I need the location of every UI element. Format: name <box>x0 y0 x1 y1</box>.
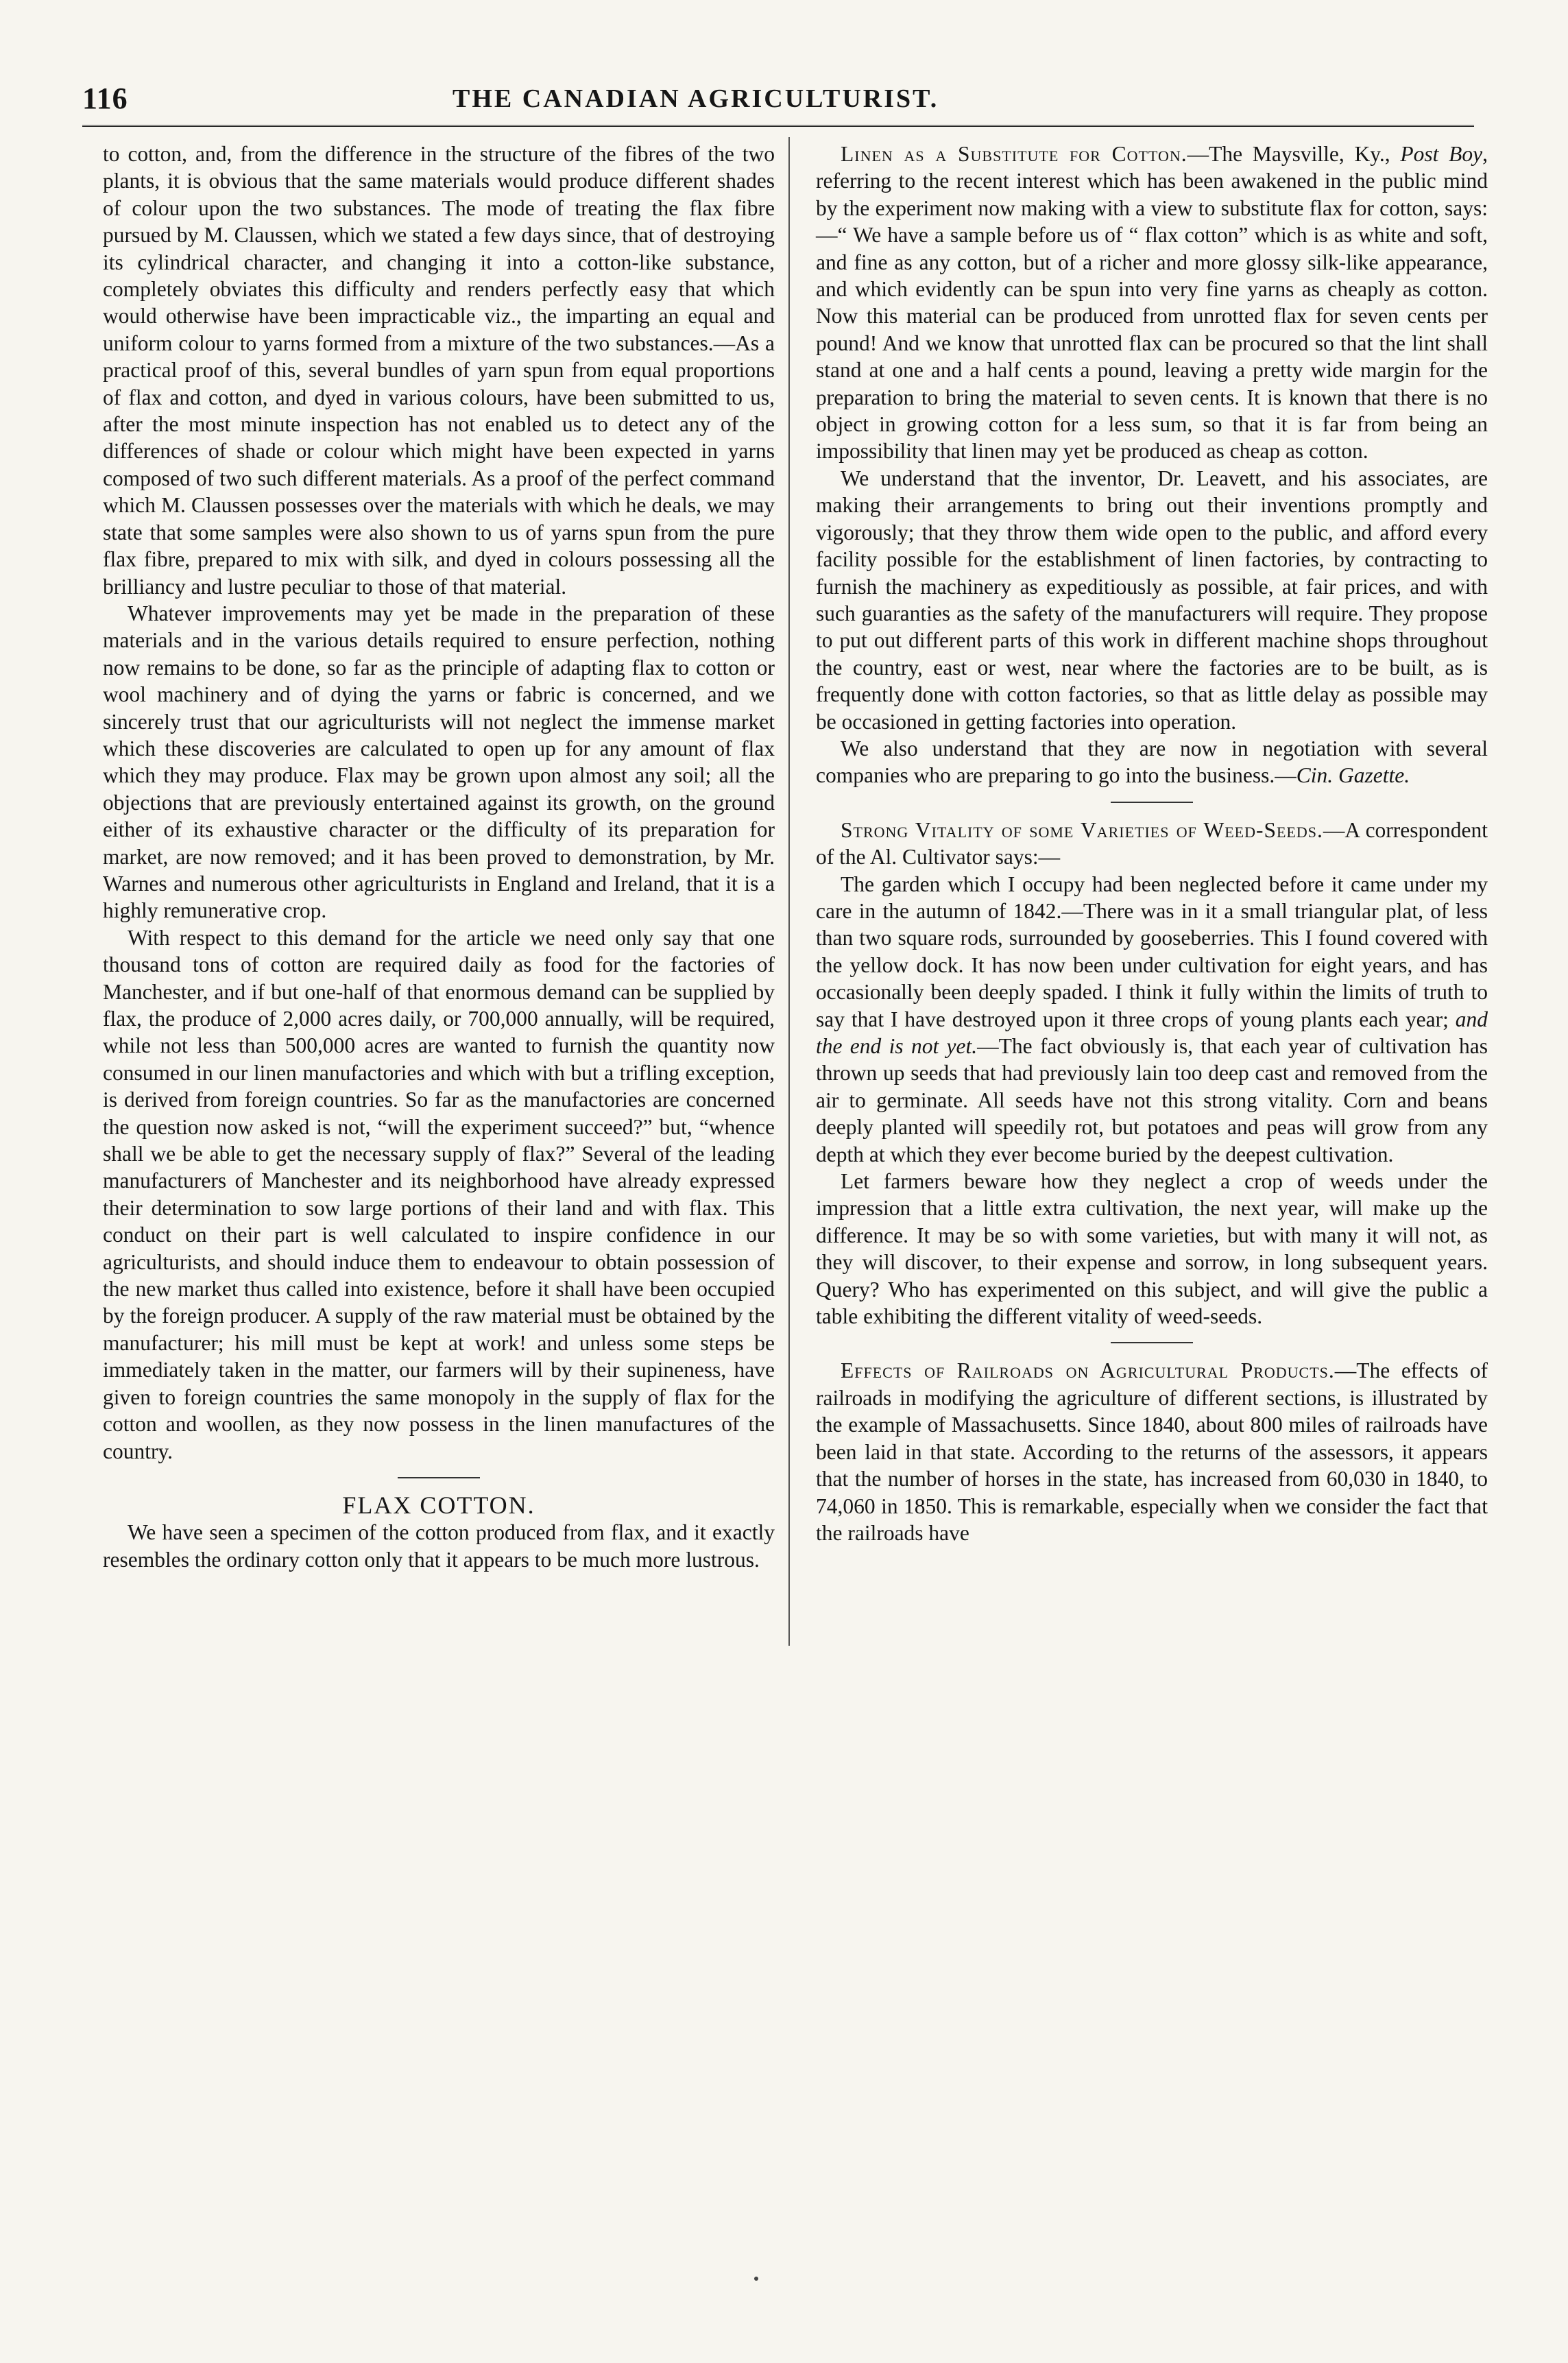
article-paragraph: Let farmers beware how they neglect a crop of weeds under the impression that a little extra cultivation, the next year, will make up the difference. It may be so with some varieties, but with many it will not, as they will discover, to their expense and sorrow, in long subsequent years. Query? Who has experimented on this subject, and will give the public a table exhibiting the different vitality of weed-seeds. <box>816 1169 1488 1329</box>
article-paragraph: Whatever improvements may yet be made in the preparation of these materials and in the various details required to ensure perfection, nothing now remains to be done, so far as the principle of adapting flax to cotton or wool machinery and of dying the yarns or fabric is concerned, and we sincerely trust that our agriculturists will not neglect the immense market which these discoveries are calculated to open up for any amount of flax which they may produce. Flax may be grown upon almost any soil; all the objections that are previously entertained against its growth, on the ground either of its exhaustive character or the difficulty of its preparation for market, are now removed; and it has been proved to demonstration, by Mr. Warnes and numerous other agriculturists in England and Ireland, that it is a highly remunerative crop. <box>103 601 775 923</box>
running-title: THE CANADIAN AGRICULTURIST. <box>453 84 939 113</box>
railroads-article-heading: Effects of Railroads on Agricultural Products. <box>841 1358 1335 1383</box>
article-paragraph: We have seen a specimen of the cotton produced from flax, and it exactly resembles the ordinary cotton only that it appears to be much more lustrous. <box>103 1520 775 1572</box>
seeds-article-heading: Strong Vitality of some Varieties of Weed-Seeds. <box>841 817 1323 842</box>
article-paragraph: We understand that the inventor, Dr. Leavett, and his associates, are making their arrangements to bring out their inventions promptly and vigorously; that they throw them wide open to the public, and afford every facility possible for the establishment of linen factories, by contracting to furnish the machinery as expeditiously as possible, at fair prices, and with such guaranties as the safety of the manufacturers will require. They propose to put out different parts of this work in different machine shops throughout the country, east or west, near where the factories are to be built, as is frequently done with cotton factories, so that as little delay as possible may be occasioned in getting factories into operation. <box>816 466 1488 734</box>
linen-text-b: , referring to the recent interest which has been awakened in the public mind by the experiment now making with a view to substitute flax for cotton, says:—“ We have a sample before us of “ flax cotton” which is as white and soft, and fine as any cotton, but of a richer and more glossy silk-like appearance, and which evidently can be spun into very fine yarns as cheaply as cotton. Now this material can be produced from unrotted flax for seven cents per pound! And we know that unrotted flax can be procured so that the lint shall stand at one and a half cents a pound, leaving a pretty wide margin for the preparation to bring the material to seven cents. It is known that there is no object in growing cotton for a less sum, so that it is far from being an impossibility that linen may yet be produced as cheap as cotton. <box>816 142 1488 464</box>
article-paragraph <box>816 1357 1488 1546</box>
header-rule <box>82 125 1474 127</box>
flax-cotton-title: FLAX COTTON. <box>342 1491 535 1519</box>
seeds-emphasis: and the end is not yet. <box>816 1007 1488 1058</box>
linen-article-heading: Linen as a Substitute for Cotton. <box>841 142 1187 166</box>
column-divider <box>788 137 790 1646</box>
section-divider <box>398 1477 480 1478</box>
article-paragraph <box>816 817 1488 871</box>
article-paragraph <box>816 141 1488 465</box>
article-paragraph <box>816 735 1488 789</box>
seeds-text-a: The garden which I occupy had been neglected before it came under my care in the autumn of 1842.—There was in it a small triangular plat, of less than two square rods, surrounded by gooseberries. This I found covered with the yellow dock. It has now been under cultivation for eight years, and has occasionally been deeply spaded. I think it fully within the limits of truth to say that I have destroyed upon it three crops of young plants each year; <box>816 872 1488 1031</box>
ink-speck <box>754 2277 758 2281</box>
article-paragraph: With respect to this demand for the article we need only say that one thousand tons of cotton are required daily as food for the factories of Manchester, and if but one-half of that enormous demand can be supplied by flax, the produce of 2,000 acres daily, or 700,000 annually, will be required, while not less than 500,000 acres are wanted to furnish the quantity now consumed in our linen manufactories and which with but a trifling exception, is derived from foreign countries. So far as the manufactories are concerned the question now asked is not, “will the experiment succeed?” but, “whence shall we be able to get the necessary supply of flax?” Several of the leading manufacturers of Manchester and its neighborhood have already expressed their determination to sow large portions of their land and with flax. This conduct on their part is well calculated to inspire confidence in our agriculturists, and should induce them to endeavour to obtain possession of the new market thus called into existence, before it shall have been occupied by the foreign producer. A supply of the raw material must be obtained by the manufacturer; his mill must be kept at work! and unless some steps be immediately taken in the matter, our farmers will by their supineness, have given to foreign countries the same monopoly in the supply of flax for the cotton and woollen, as they now possess in the linen manufactures of the country. <box>103 925 775 1463</box>
railroads-text: —The effects of railroads in modifying the agriculture of different sections, is illustrated by the example of Massachusetts. Since 1840, about 800 miles of railroads have been laid in that state. According to the returns of the assessors, it appears that the number of horses in the state, has increased from 60,030 in 1840, to 74,060 in 1850. This is remarkable, especially when we consider the fact that the railroads have <box>816 1358 1488 1545</box>
page-header <box>82 81 1474 129</box>
section-divider <box>1111 1342 1193 1343</box>
left-column <box>103 141 775 1573</box>
seeds-text-b: —The fact obviously is, that each year of cultivation has thrown up seeds that had previously lain too deep cast and removed from the air to germinate. All seeds have not this strong vitality. Corn and beans deeply planted will speedily rot, but potatoes and peas will grow from any depth at which they ever become buried by the deepest cultivation. <box>816 1034 1488 1166</box>
page-number: 116 <box>82 82 128 115</box>
right-column <box>816 141 1488 1546</box>
article-source: Cin. Gazette. <box>1296 763 1410 788</box>
newspaper-name: Post Boy <box>1400 142 1483 166</box>
section-divider <box>1111 802 1193 803</box>
article-paragraph: to cotton, and, from the difference in the structure of the fibres of the two plants, it is obvious that the same materials would produce different shades of colour upon the two substances. The mode of treating the flax fibre pursued by M. Claussen, which we stated a few days since, that of destroying its cylindrical character, and changing it into a cotton-like substance, completely obviates this difficulty and renders perfectly easy that which would otherwise have been impracticable viz., the imparting an equal and uniform colour to yarns formed from a mixture of the two substances.—As a practical proof of this, several bundles of yarn spun from equal proportions of flax and cotton, and dyed in various colours, have been submitted to us, after the most minute inspection has not enabled us to detect any of the differences of shade or colour which might have been expected in yarns composed of two such different materials. As a proof of the perfect command which M. Claussen possesses over the materials with which he deals, we may state that some samples were also shown to us of yarns spun from the pure flax fibre, prepared to mix with silk, and dyed in colours possessing all the brilliancy and lustre peculiar to those of that material. <box>103 142 775 599</box>
linen-text-c: We also understand that they are now in negotiation with several companies who are preparing to go into the business.— <box>816 736 1488 788</box>
article-paragraph <box>816 871 1488 1168</box>
seeds-intro: —A correspondent of the Al. Cultivator says:— <box>816 817 1488 869</box>
linen-text-a: —The Maysville, Ky., <box>1187 142 1401 166</box>
